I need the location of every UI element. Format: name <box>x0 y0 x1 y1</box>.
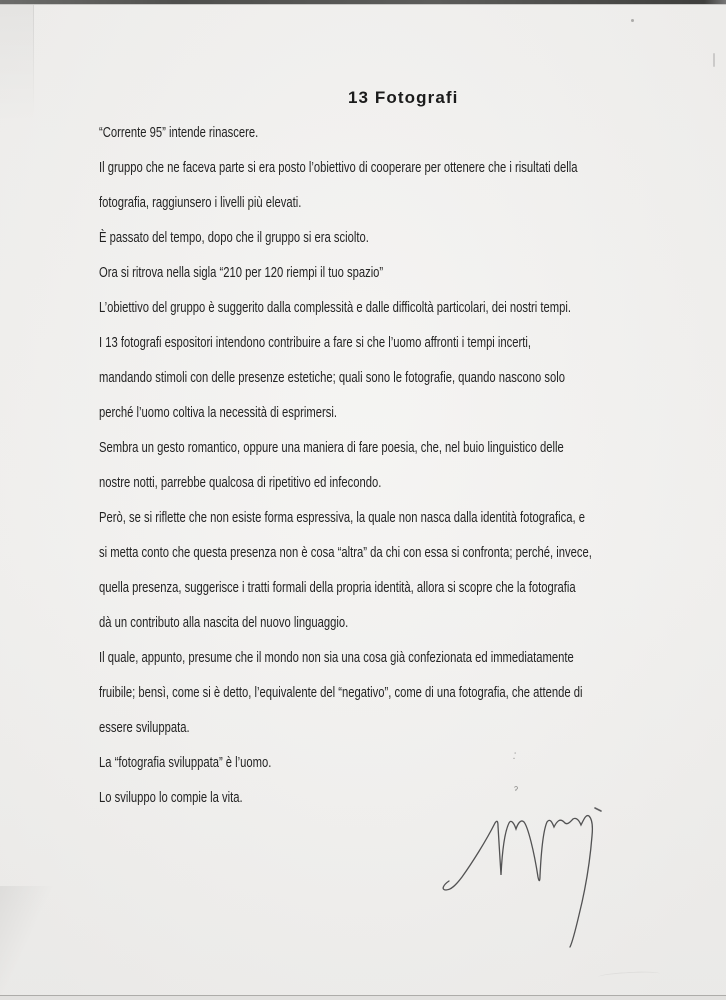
text-line: perché l’uomo coltiva la necessità di esprimersi. <box>99 405 337 421</box>
text-line: Il gruppo che ne faceva parte si era posto l’obiettivo di cooperare per ottenere che i risultati della <box>99 160 578 176</box>
document-text <box>99 116 700 816</box>
scan-speck <box>631 19 634 22</box>
text-line: “Corrente 95” intende rinascere. <box>99 125 259 141</box>
text-line: quella presenza, suggerisce i tratti formali della propria identità, allora si scopre che la fotografia <box>99 580 576 596</box>
signature <box>438 795 608 955</box>
pencil-smudge <box>598 970 660 980</box>
text-line: Il quale, appunto, presume che il mondo non sia una cosa già confezionata ed immediatamente <box>99 650 574 666</box>
page-left-shade <box>0 5 33 125</box>
paper-crease-line <box>33 5 34 115</box>
text-line: mandando stimoli con delle presenze estetiche; quali sono le fotografie, quando nascono solo <box>99 370 566 386</box>
text-line: L’obiettivo del gruppo è suggerito dalla complessità e dalle difficoltà particolari, dei nostri tempi. <box>99 300 572 316</box>
text-line: fruibile; bensì, come si è detto, l’equivalente del “negativo”, come di una fotografia, che attende di <box>99 685 583 701</box>
text-line: fotografia, raggiunsero i livelli più elevati. <box>99 195 302 211</box>
text-line: dà un contributo alla nascita del nuovo linguaggio. <box>99 615 349 631</box>
text-line: Ora si ritrova nella sigla “210 per 120 riempi il tuo spazio” <box>99 265 384 281</box>
text-line: Però, se si riflette che non esiste forma espressiva, la quale non nasca dalla identità fotografica, e <box>99 510 585 526</box>
pen-mark: ⁚ <box>512 750 517 762</box>
pen-mark: ɂ <box>513 782 519 794</box>
scan-edge-bottom <box>0 995 726 1000</box>
text-line: La “fotografia sviluppata” è l’uomo. <box>99 755 272 771</box>
text-line: Lo sviluppo lo compie la vita. <box>99 790 243 806</box>
text-line: essere sviluppata. <box>99 720 190 736</box>
page-corner-shadow <box>0 886 70 996</box>
text-line: Sembra un gesto romantico, oppure una maniera di fare poesia, che, nel buio linguistico delle <box>99 440 564 456</box>
scan-speck <box>713 53 715 67</box>
text-line: È passato del tempo, dopo che il gruppo si era sciolto. <box>99 230 369 246</box>
scan-edge-top <box>0 0 726 5</box>
text-line: si metta conto che questa presenza non è cosa “altra” da chi con essa si confronta; perché, invece, <box>99 545 592 561</box>
text-line: nostre notti, parrebbe qualcosa di ripetitivo ed infecondo. <box>99 475 382 491</box>
text-line: I 13 fotografi espositori intendono contribuire a fare si che l’uomo affronti i tempi incerti, <box>99 335 532 351</box>
document-title: 13 Fotografi <box>348 88 459 107</box>
